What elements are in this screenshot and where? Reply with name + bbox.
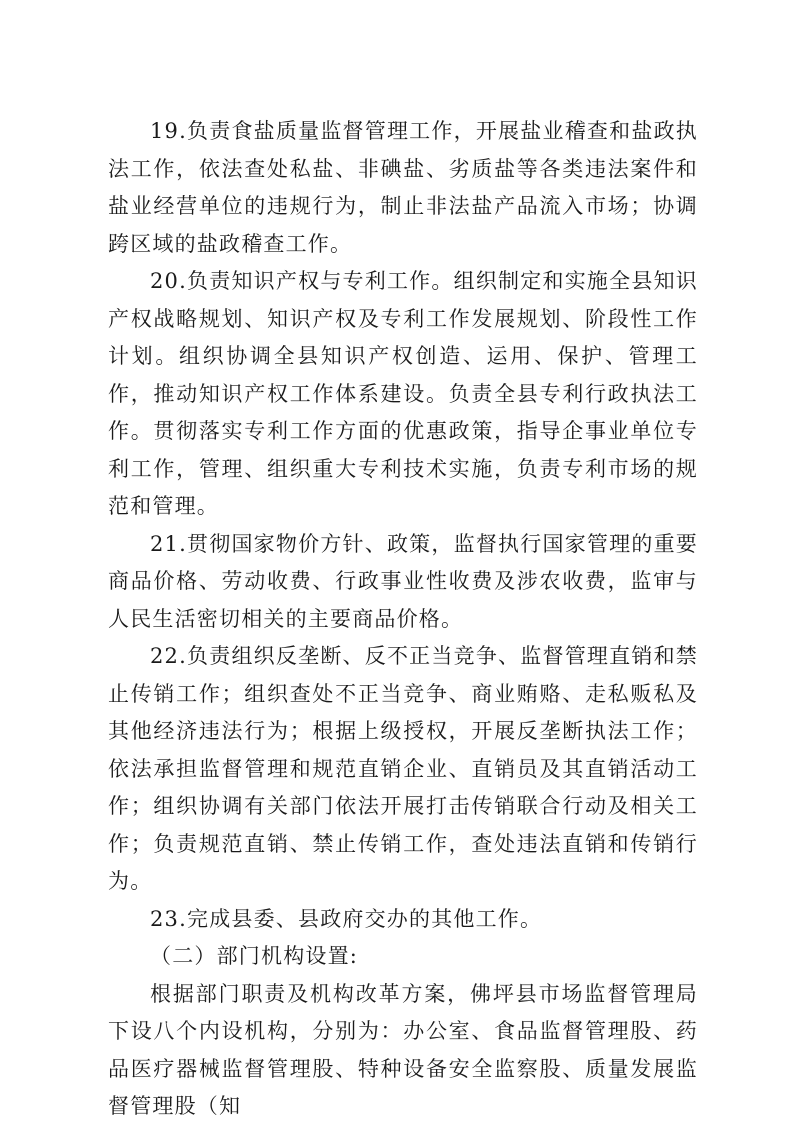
- document-body: [108, 113, 698, 1126]
- paragraph-structure: 根据部门职责及机构改革方案，佛坪县市场监督管理局下设八个内设机构，分别为：办公室、食品监督管理股、药品医疗器械监督管理股、特种设备安全监察股、质量发展监督管理股（知: [108, 981, 698, 1118]
- paragraph-item-22: 22.负责组织反垄断、反不正当竞争、监督管理直销和禁止传销工作；组织查处不正当竞争、商业贿赂、走私贩私及其他经济违法行为；根据上级授权，开展反垄断执法工作；依法承担监督管理和规范直销企业、直销员及其直销活动工作；组织协调有关部门依法开展打击传销联合行动及相关工作；负责规范直销、禁止传销工作，查处违法直销和传销行为。: [108, 644, 698, 893]
- paragraph-item-21: 21.贯彻国家物价方针、政策，监督执行国家管理的重要商品价格、劳动收费、行政事业性收费及涉农收费，监审与人民生活密切相关的主要商品价格。: [108, 531, 698, 631]
- paragraph-item-19: 19.负责食盐质量监督管理工作，开展盐业稽查和盐政执法工作，依法查处私盐、非碘盐、劣质盐等各类违法案件和盐业经营单位的违规行为，制止非法盐产品流入市场；协调跨区域的盐政稽查工作。: [108, 119, 698, 256]
- paragraph-item-23: 23.完成县委、县政府交办的其他工作。: [150, 906, 543, 931]
- paragraph-item-20: 20.负责知识产权与专利工作。组织制定和实施全县知识产权战略规划、知识产权及专利工作发展规划、阶段性工作计划。组织协调全县知识产权创造、运用、保护、管理工作，推动知识产权工作体系建设。负责全县专利行政执法工作。贯彻落实专利工作方面的优惠政策，指导企事业单位专利工作，管理、组织重大专利技术实施，负责专利市场的规范和管理。: [108, 269, 698, 518]
- section-heading: （二）部门机构设置:: [150, 944, 359, 968]
